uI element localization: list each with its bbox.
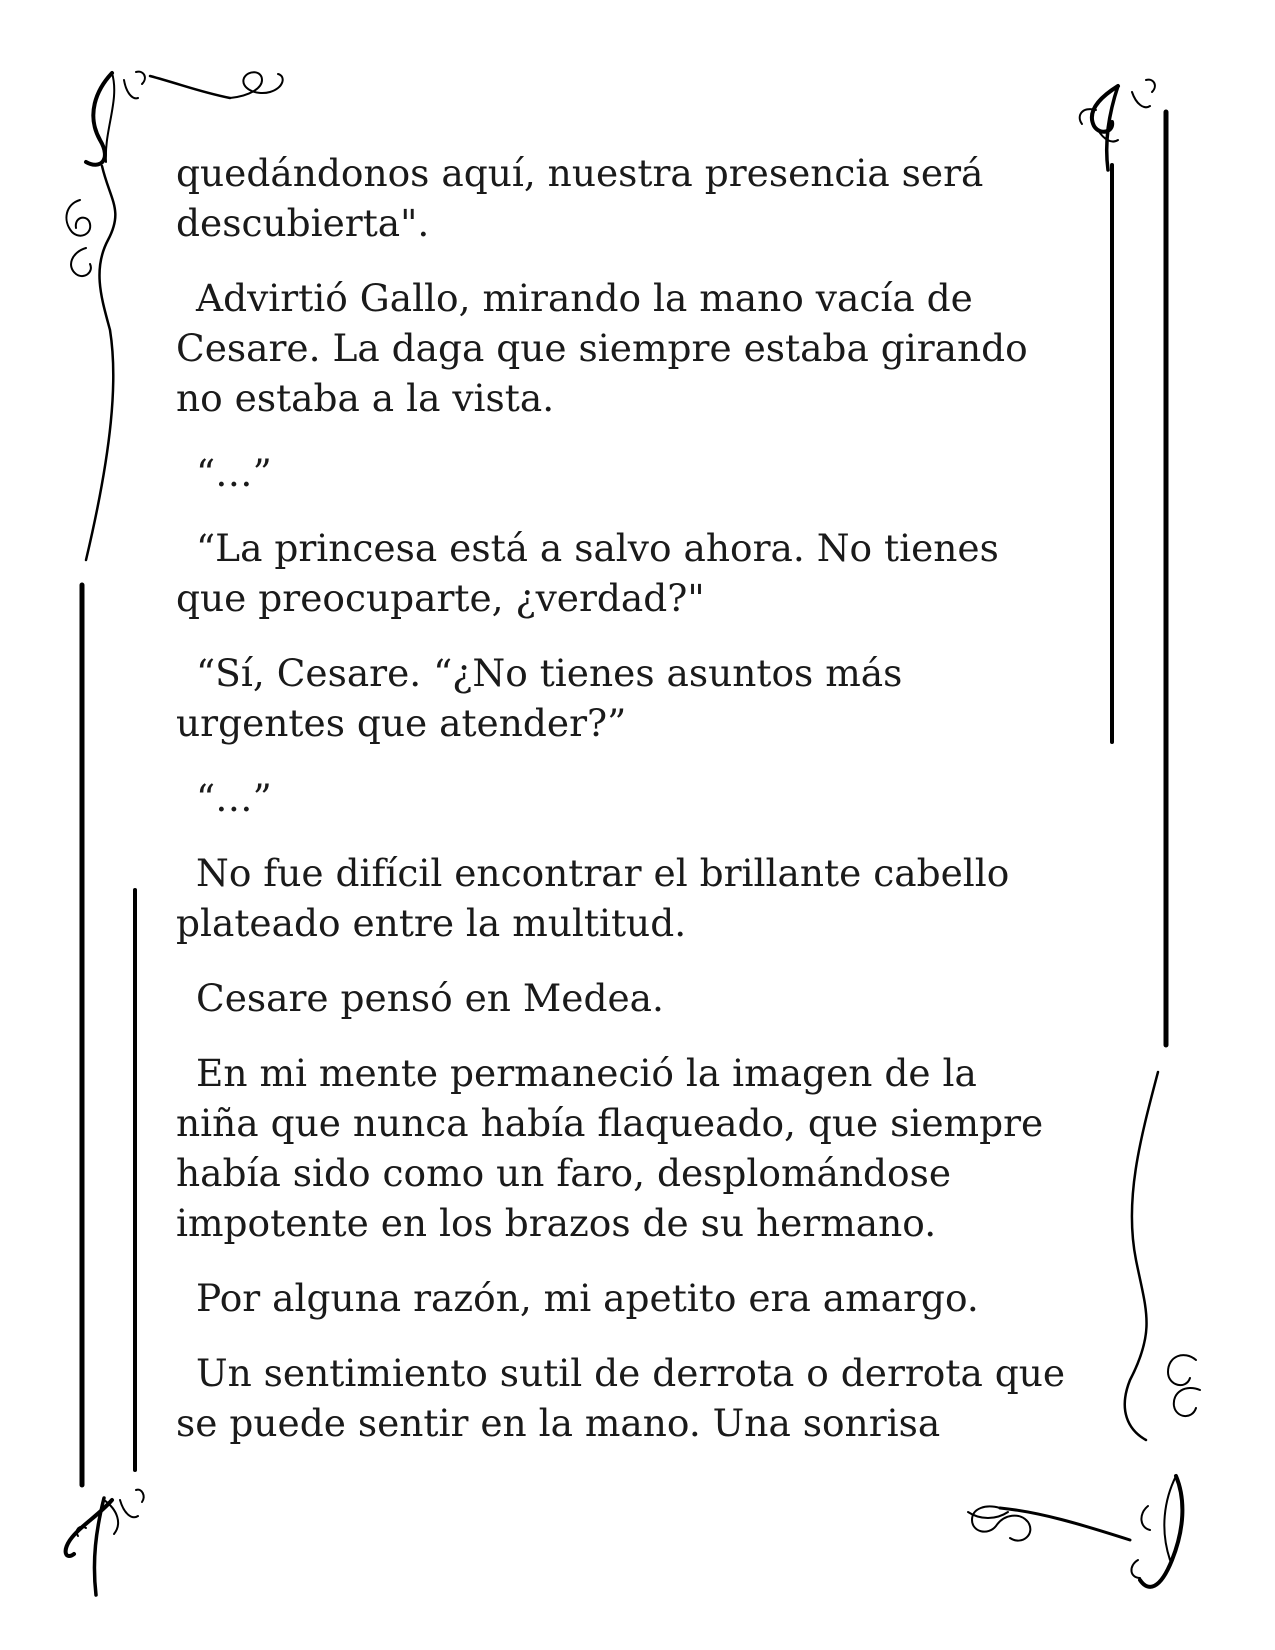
paragraph: Cesare pensó en Medea. xyxy=(196,976,664,1020)
paragraph: Un sentimiento sutil de derrota o derrota que se puede sentir en la mano. Una sonrisa xyxy=(176,1351,1066,1445)
paragraph: quedándonos aquí, nuestra presencia será descubierta". xyxy=(176,151,984,245)
paragraph: No fue difícil encontrar el brillante cabello plateado entre la multitud. xyxy=(176,851,1010,945)
paragraph: Advirtió Gallo, mirando la mano vacía de Cesare. La daga que siempre estaba girando no estaba a la vista. xyxy=(176,276,1028,420)
paragraph: En mi mente permaneció la imagen de la niña que nunca había flaqueado, que siempre había sido como un faro, desplomándose impotente en los brazos de su hermano. xyxy=(176,1051,1044,1245)
bottom-left-flourish-icon xyxy=(66,1490,144,1595)
paragraph: “Sí, Cesare. “¿No tienes asuntos más urgentes que atender?” xyxy=(176,651,903,745)
paragraph: “La princesa está a salvo ahora. No tienes que preocuparte, ¿verdad?" xyxy=(176,526,999,620)
paragraph: “…” xyxy=(196,451,272,495)
paragraph: “…” xyxy=(196,776,272,820)
top-right-flourish-icon xyxy=(1080,80,1155,170)
paragraph: Por alguna razón, mi apetito era amargo. xyxy=(196,1276,979,1320)
page-text xyxy=(176,148,1086,1473)
